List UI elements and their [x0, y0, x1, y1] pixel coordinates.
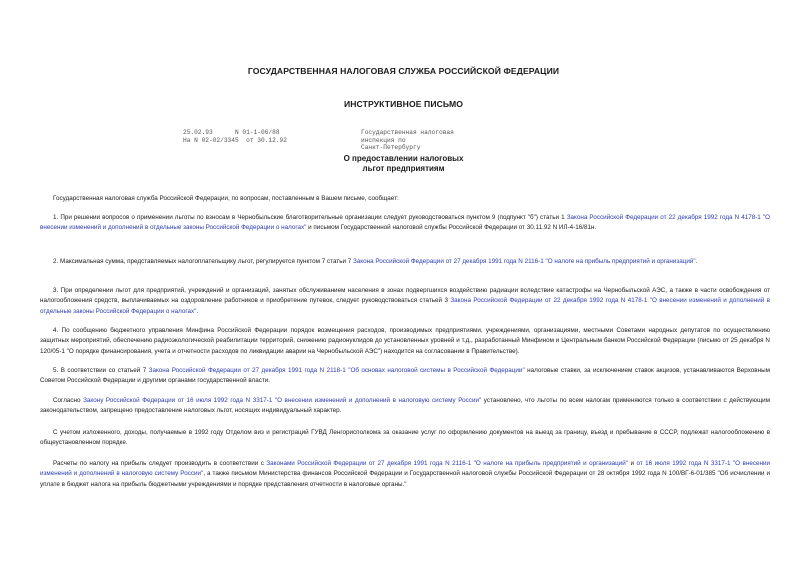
- law-link[interactable]: Закона Российской Федерации от 22 декабря 1992 года N 4178-1 "О внесении изменений и дополнений в отдельные законы Российской Федерации о налогах": [40, 214, 770, 232]
- paragraph-3: [40, 286, 770, 317]
- agency-title: ГОСУДАРСТВЕННАЯ НАЛОГОВАЯ СЛУЖБА РОССИЙСКОЙ ФЕДЕРАЦИИ: [247, 66, 560, 76]
- letter-date: 25.02.93: [183, 129, 213, 136]
- recipient-line: инспекция по: [361, 136, 406, 144]
- paragraph-2: [40, 257, 770, 267]
- recipient-line: Санкт-Петербургу: [361, 144, 421, 152]
- text: , а также письмом Министерства финансов Российской Федерации и Государственной налоговой службы Российской Федерации от 28 октября 1992 года N 100/ВГ-6-01/385 "Об исчислении и уплате в бюджет налога на прибыль бюджетными учреждениями и порядке представления отчетности в налоговые органы.": [40, 470, 770, 488]
- paragraph-4: 4. По сообщению бюджетного управления Минфина Российской Федерации порядок возмещения расходов, производимых предприятиями, учреждениями, организациями, местными Советами народных депутатов по осуществлению защитных мероприятий, обеспечению радиоэкологической реабилитации территорий, снижению радионуклидов до установленных уровней и т.д., разработанный Минфином и Центральным банком Российской Федерации (письмо от 25 декабря N 120/05-1 "О порядке финансирования, учета и отчетности расходов по ликвидации аварии на Чернобыльской АЭС") находится на согласовании в Правительстве).: [40, 327, 770, 355]
- reply-to-date: от 30.12.92: [246, 136, 287, 144]
- text: и письмом Государственной налоговой службы Российской Федерации от 30.11.92 N ИЛ-4-16/81н.: [306, 224, 597, 232]
- subject-line: О предоставлении налоговых: [343, 154, 464, 163]
- subject-line: льгот предприятиям: [362, 164, 445, 173]
- law-link[interactable]: Закона Российской Федерации от 22 декабря 1992 года N 4178-1 "О внесении изменений и дополнений в отдельные законы Российской Федерации о налогах": [40, 297, 770, 315]
- recipient-block: [361, 129, 454, 152]
- paragraph-1: [40, 213, 770, 234]
- law-link[interactable]: Законами Российской Федерации от 27 декабря 1991 года N 2116-1 "О налоге на прибыль предприятий и организаций": [266, 460, 629, 467]
- text: и: [628, 460, 637, 467]
- text: 5. В соответствии со статьей 7: [53, 367, 149, 374]
- text: 2. Максимальная сумма, представляемых налогоплательщику льгот, регулируется пунктом 7 статьи 7: [53, 258, 353, 265]
- law-link[interactable]: Закона Российской Федерации от 27 декабря 1991 года N 2118-1 "Об основах налоговой системы в Российской Федерации": [148, 367, 525, 374]
- text: установлено, что льготы по всем налогам применяются только в соответствии с действующим законодательством, запрещено предоставление налоговых льгот, носящих индивидуальный характер.: [40, 397, 771, 415]
- document-type: ИНСТРУКТИВНОЕ ПИСЬМО: [343, 99, 464, 109]
- text: .: [695, 258, 698, 265]
- text: Согласно: [53, 397, 84, 404]
- recipient-line: Государственная налоговая: [361, 129, 454, 136]
- paragraph-6: [40, 396, 770, 417]
- reply-to-ref: На N 02-02/3345: [183, 136, 239, 144]
- text: Расчеты по налогу на прибыль следует производить в соответствии с: [53, 460, 267, 467]
- paragraph-8: [40, 459, 770, 490]
- text: 1. При решении вопросов о применении льготы по взносам в Чернобыльские благотворительные организации следует руководствоваться пунктом 9 (подпункт "б") статьи 1: [53, 214, 567, 221]
- text: .: [196, 307, 199, 315]
- date-number-block: [183, 129, 287, 144]
- text: налоговые ставки, за исключением ставок акцизов, устанавливаются Верховным Советом Российской Федерации и другими органами государственной власти.: [40, 367, 770, 385]
- law-link[interactable]: Закона Российской Федерации от 27 декабря 1991 года N 2116-1 "О налоге на прибыль предприятий и организаций": [353, 258, 696, 265]
- intro-paragraph: Государственная налоговая служба Российской Федерации, по вопросам, поставленным в Вашем письме, сообщает:: [53, 195, 399, 202]
- law-link[interactable]: Закону Российской Федерации от 16 июля 1992 года N 3317-1 "О внесении изменений и дополнений в налоговую систему России": [83, 397, 482, 404]
- subject-heading: [0, 154, 807, 174]
- letter-number: N 01-1-06/88: [235, 129, 280, 136]
- law-link[interactable]: от 16 июля 1992 года N 3317-1 "О внесении изменений и дополнений в налоговую систему России": [40, 460, 770, 478]
- text: 3. При определении льгот для предприятий, учреждений и организаций, занятых обслуживанием населения в зонах подвергшихся воздействию радиации вследствие катастрофы на Чернобыльской АЭС, а также в части освобождения от налогообложения средств, выплачиваемых на оздоровление работников и приобретение путевок, следует руководствоваться статьей 3: [40, 287, 770, 305]
- paragraph-7: С учетом изложенного, доходы, получаемые в 1992 году Отделом виз и регистраций ГУВД Ленгорисполкома за оказание услуг по оформлению документов на выезд за границу, въезд и пребывание в СССР, подлежат налогообложению в общеустановленном порядке.: [40, 429, 770, 447]
- paragraph-5: [40, 366, 770, 387]
